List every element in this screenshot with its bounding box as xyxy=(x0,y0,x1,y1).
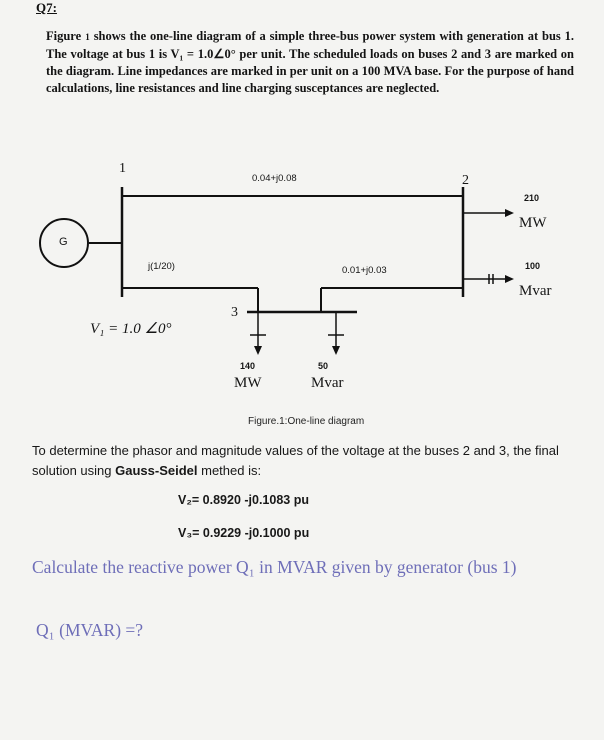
line13-impedance: j(1/20) xyxy=(148,261,175,272)
bus3-mw-arrowhead xyxy=(254,346,262,355)
question-number: Q7: xyxy=(36,0,57,15)
bus2-q-value: 100 xyxy=(525,261,541,271)
v3-result: V₃= 0.9229 -j0.1000 pu xyxy=(178,526,310,540)
v2-result: V₂= 0.8920 -j0.1083 pu xyxy=(178,493,309,507)
diagram-drawing xyxy=(0,155,604,415)
intro-figure-number: 1 xyxy=(85,31,90,42)
bus2-label: 2 xyxy=(462,173,469,188)
bus3-p-unit: MW xyxy=(234,375,262,391)
intro-figure-word: Figure xyxy=(46,29,82,43)
answer-prompt: Q₁ (MVAR) =? xyxy=(36,620,144,640)
solution-intro-end: methed is: xyxy=(201,463,262,478)
question-text: Calculate the reactive power Q₁ in MVAR given by generator (bus 1) xyxy=(32,557,517,577)
line12-impedance: 0.04+j0.08 xyxy=(252,173,297,184)
problem-statement xyxy=(46,28,574,97)
bus2-q-unit: Mvar xyxy=(519,283,552,299)
figure-caption: Figure.1:One-line diagram xyxy=(248,416,365,427)
bus3-mvar-arrowhead xyxy=(332,346,340,355)
line23-impedance: 0.01+j0.03 xyxy=(342,265,387,276)
bus3-q-unit: Mvar xyxy=(311,375,344,391)
bus1-label: 1 xyxy=(119,161,126,176)
intro-body: shows the one-line diagram of a simple three-bus power system with generation at bus 1. The voltage at bus 1 is V₁ = 1.0∠0° per unit. The scheduled loads on buses 2 and 3 are marked on the diagram. Line impedances are marked in per unit on a 100 MVA base. For the purpose of hand calculations, line resistances and line charging susceptances are neglected. xyxy=(46,29,574,95)
bus2-p-unit: MW xyxy=(519,215,547,231)
bus3-p-value: 140 xyxy=(240,361,256,371)
bus2-mw-arrowhead xyxy=(505,209,514,217)
bus2-mvar-arrowhead xyxy=(505,275,514,283)
one-line-diagram xyxy=(0,155,604,415)
bus1-voltage-label: V₁ = 1.0 ∠0° xyxy=(90,321,172,337)
bus3-label: 3 xyxy=(231,305,238,320)
bus2-p-value: 210 xyxy=(524,193,540,203)
generator-label: G xyxy=(59,236,68,248)
bus3-q-value: 50 xyxy=(318,361,329,371)
method-name: Gauss-Seidel xyxy=(115,463,198,478)
solution-intro-text: To determine the phasor and magnitude values of the voltage at the buses 2 and 3, the final solution using xyxy=(32,443,559,478)
solution-intro xyxy=(32,441,592,481)
